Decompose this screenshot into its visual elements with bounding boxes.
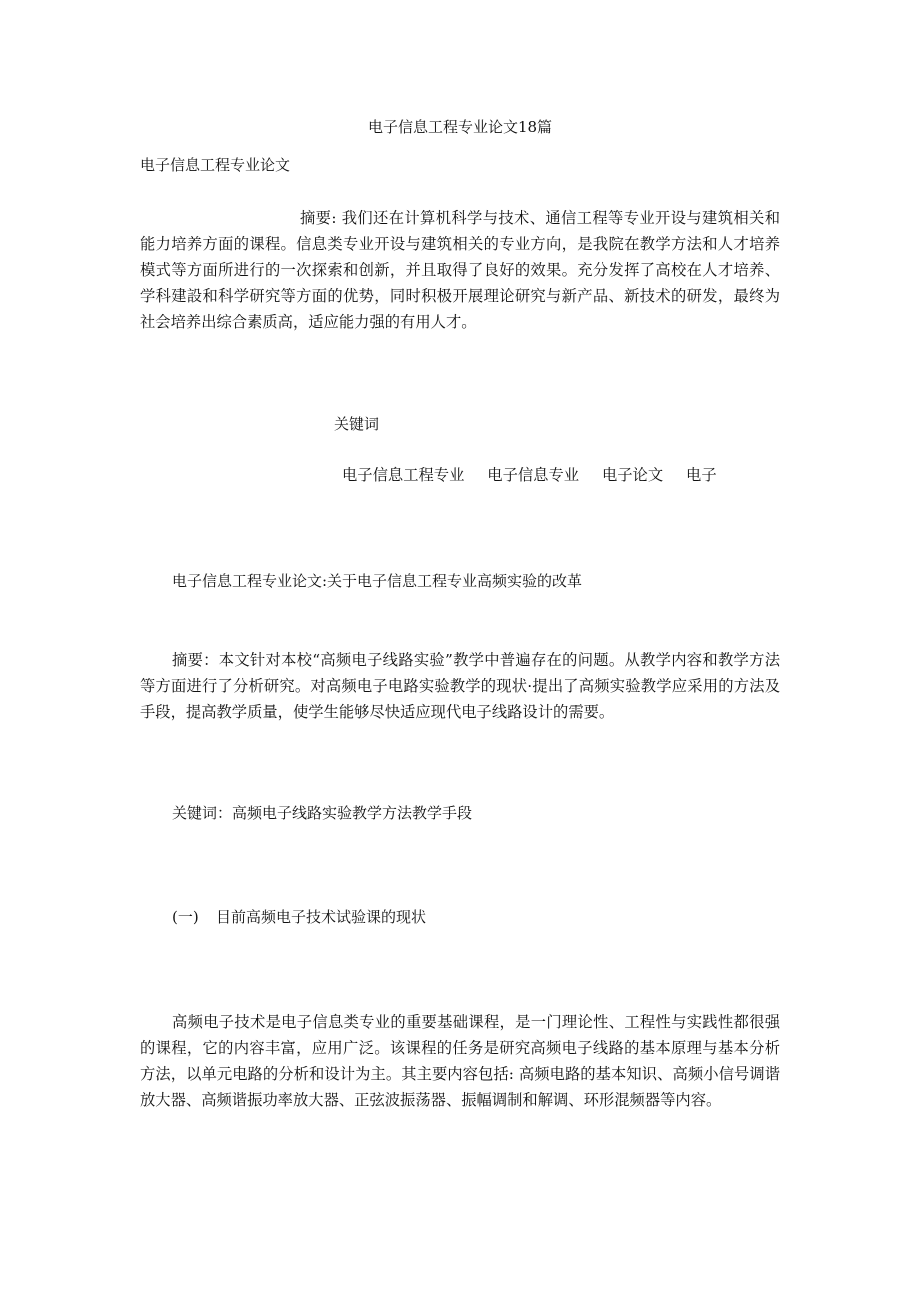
subheading [172, 907, 426, 927]
keywords-line: 关键词：高频电子线路实验教学方法教学手段 [172, 804, 473, 822]
keywords-label: 关键词 [334, 415, 380, 433]
keyword-item: 电子论文 [601, 466, 664, 484]
body-paragraph: 高频电子技术是电子信息类专业的重要基础课程，是一门理论性、工程性与实践性都很强的课程，它的内容丰富，应用广泛。该课程的任务是研究高频电子线路的基本原理与基本分析方法，以单元电路的分析和设计为主。其主要内容包括: 高频电路的基本知识、高频小信号调谐放大器、高频谐振功率放大器、正弦波振荡器、振幅调制和解调、环形混频器等内容。 [140, 1013, 780, 1109]
abstract-paragraph-2: 摘要：本文针对本校“高频电子线路实验”教学中普遍存在的问题。从教学内容和教学方法等方面进行了分析研究。对高频电子电路实验教学的现状·提出了高频实验教学应采用的方法及手段，提高教学质量，使学生能够尽快适应现代电子线路设计的需要。 [140, 651, 780, 721]
keyword-item: 电子信息工程专业 [342, 466, 465, 484]
document-title: 电子信息工程专业论文18篇 [367, 118, 553, 136]
keyword-item: 电子信息专业 [487, 466, 580, 484]
keywords-list [342, 464, 735, 486]
subheading-number: (一) [172, 908, 199, 926]
keyword-item: 电子 [686, 466, 717, 484]
section-heading: 电子信息工程专业论文 [140, 156, 291, 174]
article-title: 电子信息工程专业论文:关于电子信息工程专业高频实验的改革 [172, 572, 583, 590]
subheading-text: 目前高频电子技术试验课的现状 [216, 908, 427, 926]
abstract-paragraph-1: 摘要: 我们还在计算机科学与技术、通信工程等专业开设与建筑相关和能力培养方面的课程。信息类专业开设与建筑相关的专业方向，是我院在教学方法和人才培养模式等方面所进行的一次探索和创新，并且取得了良好的效果。充分发挥了高校在人才培养、学科建設和科学研究等方面的优势，同时积极开展理论研究与新产品、新技术的研发，最终为社会培养出综合素质高，适应能力强的有用人才。 [140, 209, 780, 331]
